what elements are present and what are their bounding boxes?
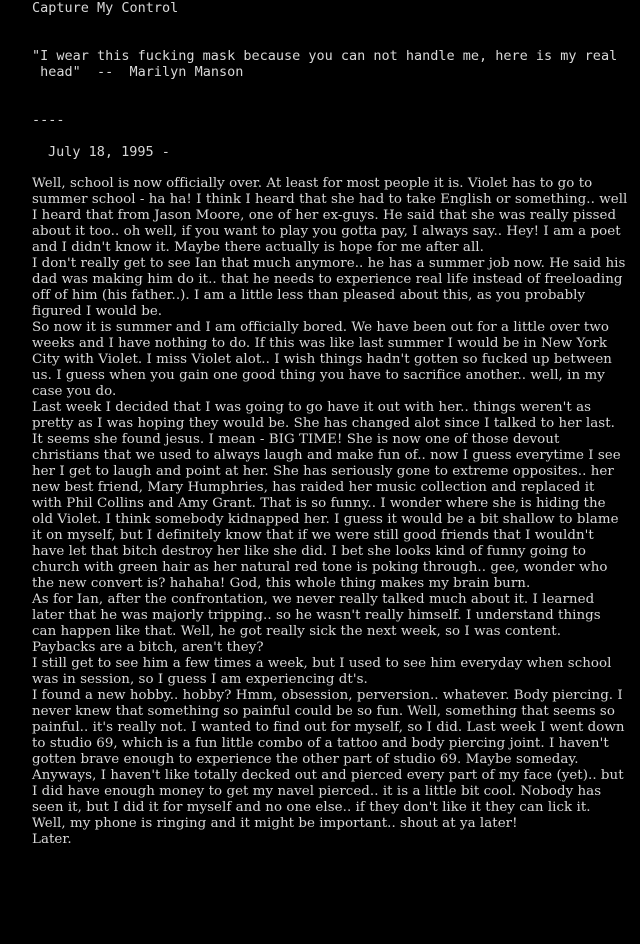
paragraph-school-over: Well, school is now officially over. At least for most people it is. Violet has to go to summer school - ha ha! I think I heard that she had to take English or something.. well I heard that from Jason Moore, one of her ex-guys. He said that she was really pissed about it too.. oh well, if you want to play you gotta pay, I always say.. Hey! I am a poet and I didn't know it. Maybe there actually is hope for me after all. <box>32 176 628 255</box>
paragraph-new-hobby: I found a new hobby.. hobby? Hmm, obsession, perversion.. whatever. Body piercing. I never knew that something so painful could be so fun. Well, something that seems so painful.. it's really not. I wanted to find out for myself, so I did. Last week I went down to studio 69, which is a fun little combo of a tattoo and body piercing joint. I haven't gotten brave enough to experience the other part of studio 69. Maybe someday. <box>32 688 625 767</box>
page-title: Capture My Control <box>32 0 179 16</box>
epigraph-quote: "I wear this fucking mask because you can not handle me, here is my real head" -- Marilyn Manson <box>32 48 618 80</box>
paragraph-navel-piercing: Anyways, I haven't like totally decked out and pierced every part of my face (yet).. but I did have enough money to get my navel pierced.. it is a little bit cool. Nobody has seen it, but I did it for myself and no one else.. if they don't like it they can lick it. <box>32 768 624 815</box>
paragraph-phone-ringing: Well, my phone is ringing and it might be important.. shout at ya later! <box>32 816 518 831</box>
paragraph-signoff: Later. <box>32 832 72 847</box>
paragraph-violet-changed: Last week I decided that I was going to go have it out with her.. things weren't as pretty as I was hoping they would be. She has changed alot since I talked to her last. It seems she found jesus. I mean - BIG TIME! She is now one of those devout christians that we used to always laugh and make fun of.. now I guess everytime I see her I get to laugh and point at her. She has seriously gone to extreme opposites.. her new best friend, Mary Humphries, has raided her music collection and replaced it with Phil Collins and Amy Grant. That is so funny.. I wonder where she is hiding the old Violet. I think somebody kidnapped her. I guess it would be a bit shallow to blame it on myself, but I definitely know that if we were still good friends that I wouldn't have let that bitch destroy her like she did. I bet she looks kind of funny going to church with green hair as her natural red tone is poking through.. gee, wonder who the new convert is? hahaha! God, this whole thing makes my brain burn. <box>32 400 621 591</box>
paragraph-ian-summer-job: I don't really get to see Ian that much anymore.. he has a summer job now. He said his dad was making him do it.. that he needs to experience real life instead of freeloading off of him (his father..). I am a little less than pleased about this, as you probably figured I would be. <box>32 256 626 319</box>
paragraph-see-ian: I still get to see him a few times a week, but I used to see him everyday when school was in session, so I guess I am experiencing dt's. <box>32 656 612 687</box>
paragraph-ian-confrontation: As for Ian, after the confrontation, we never really talked much about it. I learned later that he was majorly tripping.. so he wasn't really himself. I understand things can happen like that. Well, he got really sick the next week, so I was content. Paybacks are a bitch, aren't they? <box>32 592 601 655</box>
separator: ---- <box>32 112 65 128</box>
paragraph-bored-summer: So now it is summer and I am officially bored. We have been out for a little over two weeks and I have nothing to do. If this was like last summer I would be in New York City with Violet. I miss Violet alot.. I wish things hadn't gotten so fucked up between us. I guess when you gain one good thing you have to sacrifice another.. well, in my case you do. <box>32 320 612 399</box>
entry-date: July 18, 1995 - <box>48 144 170 160</box>
journal-entry <box>32 176 628 848</box>
